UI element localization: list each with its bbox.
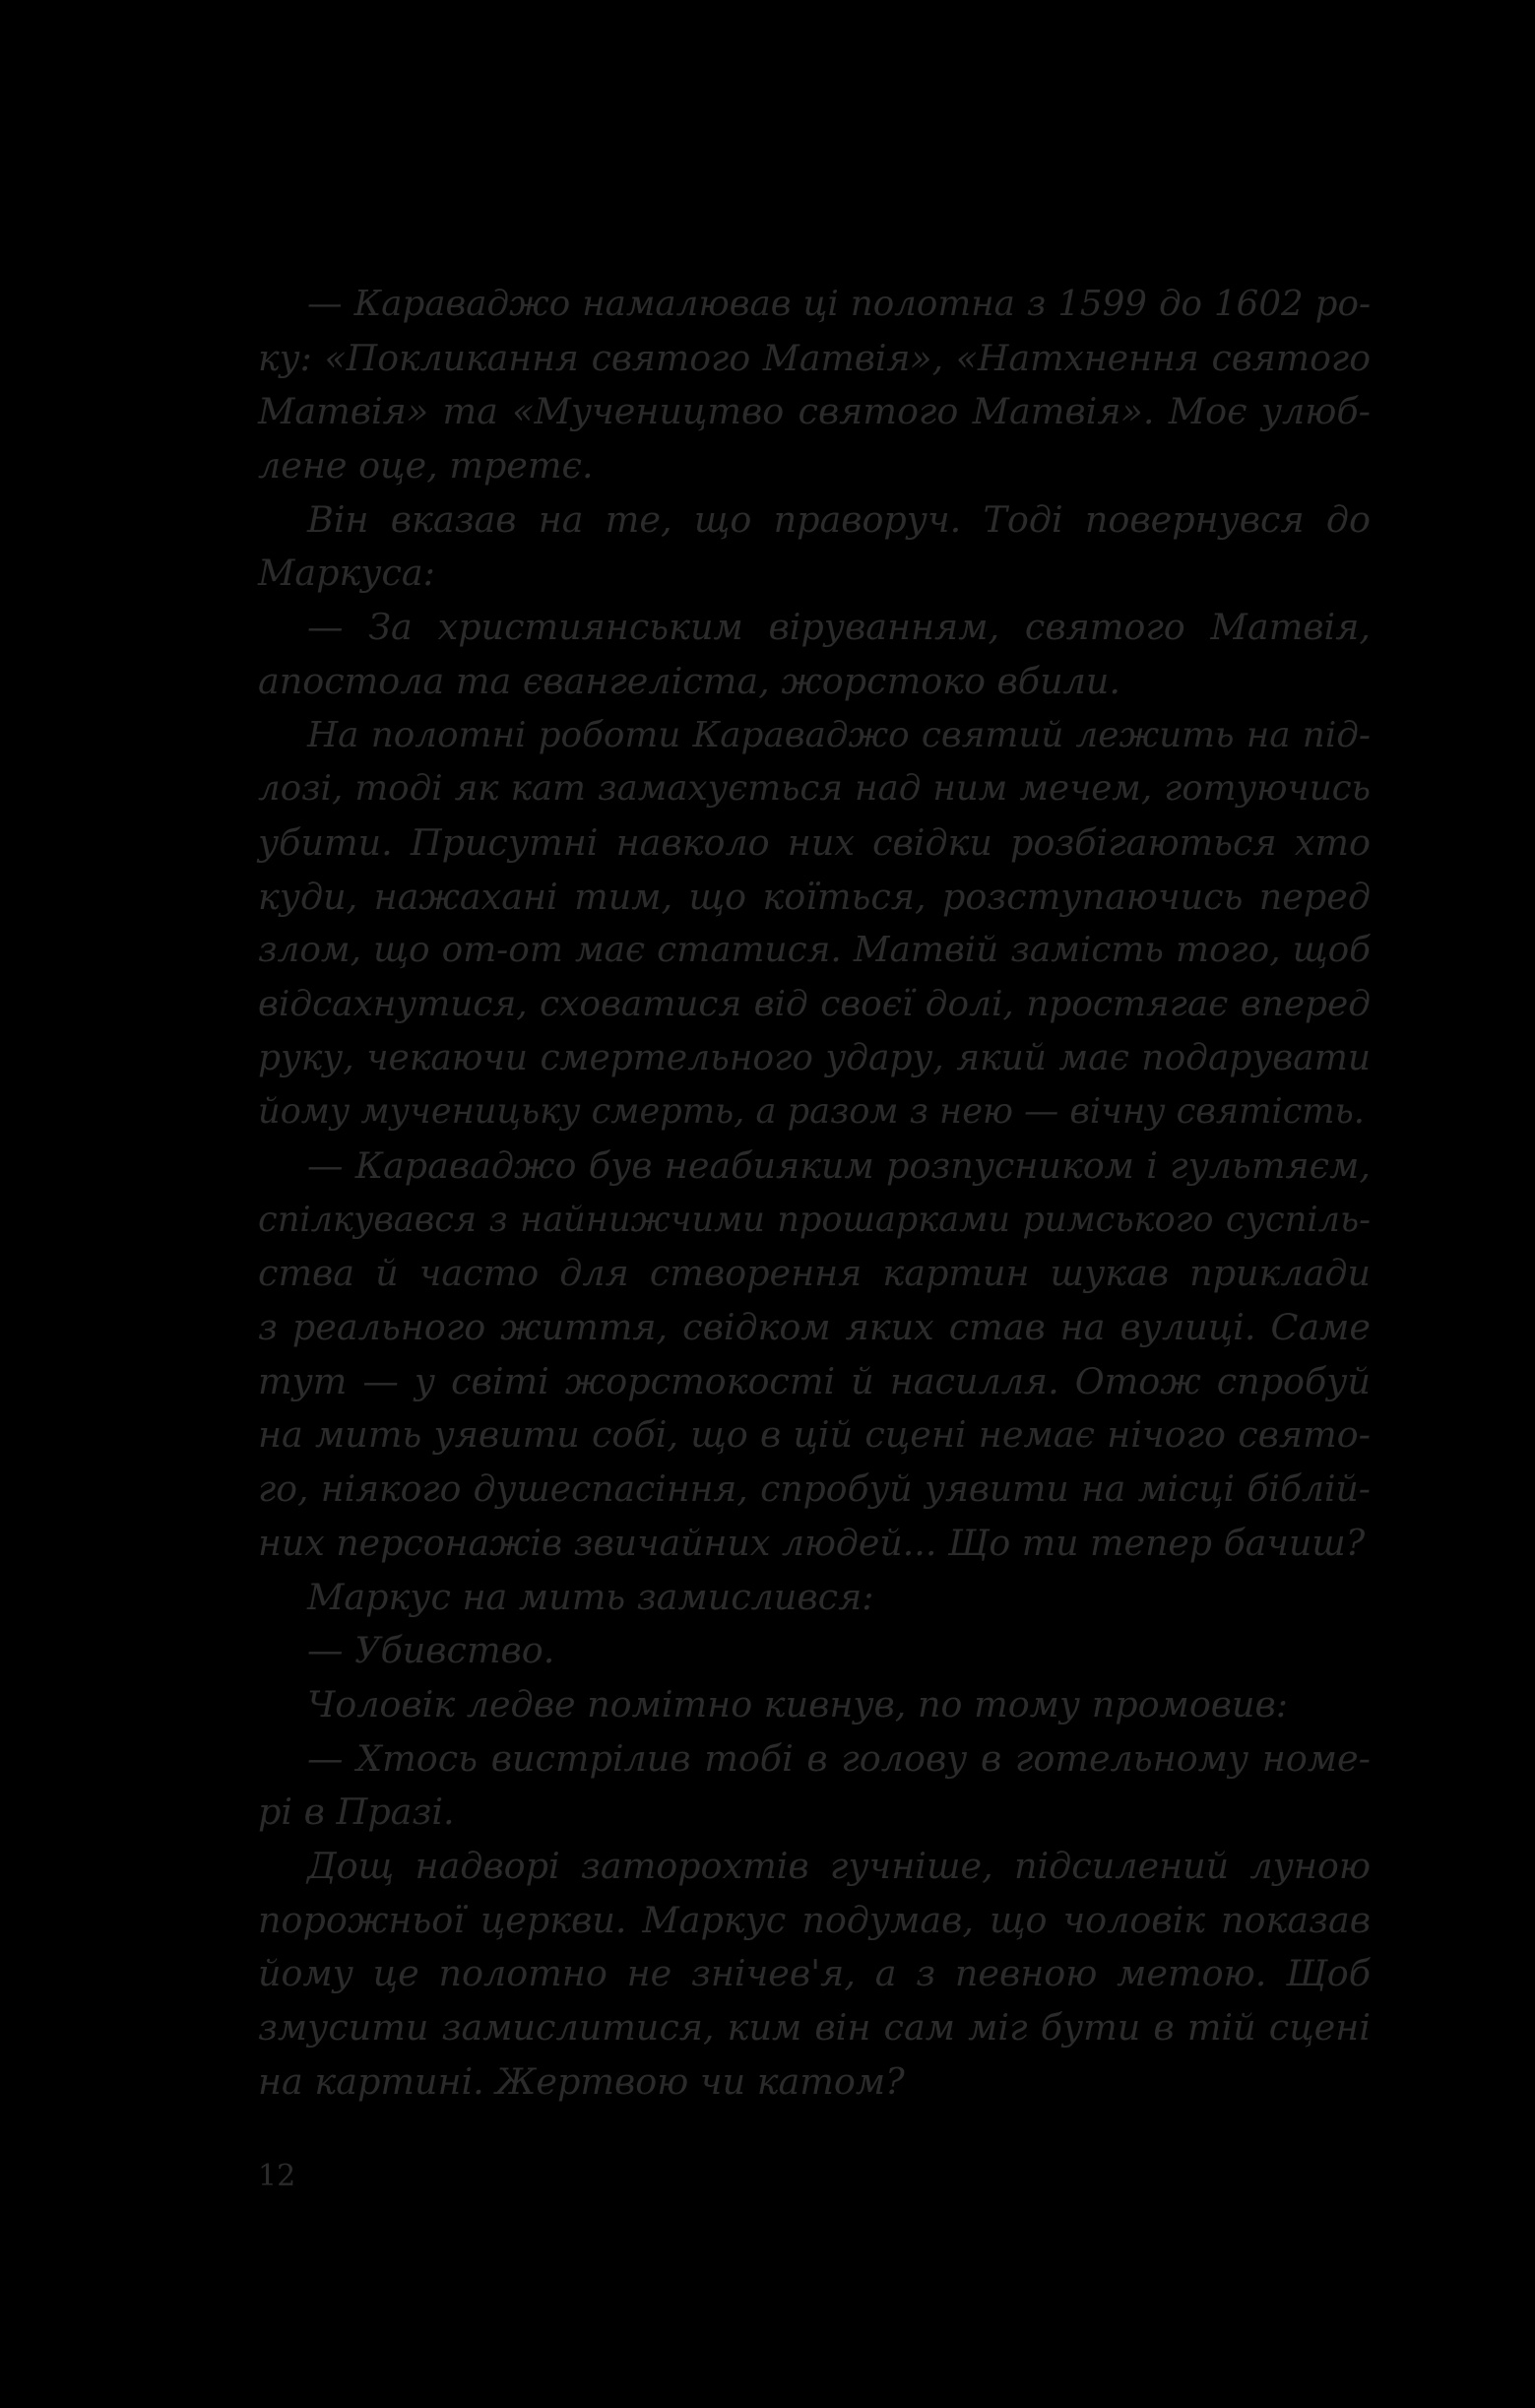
text-line: змусити замислитися, ким він сам міг бути в тій сцені [258, 2006, 1371, 2049]
text-line: на мить уявити собі, що в цій сцені немає нічого свято- [258, 1413, 1371, 1457]
text-line: йому це полотно не знічев'я, а з певною метою. Щоб [258, 1952, 1371, 1995]
text-line: апостола та євангеліста, жорстоко вбили. [258, 659, 1120, 702]
text-line: лозі, тоді як кат замахується над ним мечем, готуючись [258, 768, 1371, 810]
text-line: ства й часто для створення картин шукав приклади [258, 1252, 1371, 1295]
text-line: спілкувався з найнижчими прошарками римського суспіль- [258, 1199, 1371, 1240]
text-line: рі в Празі. [258, 1790, 455, 1834]
text-line: ку: «Покликання святого Матвія», «Натхнення святого [258, 336, 1371, 379]
text-line: на картині. Жертвою чи катом? [258, 2059, 905, 2103]
text-line: відсахнутися, сховатися від своєї долі, простягає вперед [258, 983, 1371, 1024]
text-line: лене оце, третє. [258, 444, 594, 488]
text-line: Чоловік ледве помітно кивнув, по тому промовив: [307, 1682, 1289, 1725]
text-line: злом, що от-от має статися. Матвій замість того, щоб [258, 930, 1371, 971]
text-line: Маркуса: [258, 552, 435, 595]
text-line: — За християнським віруванням, святого Матвія, [307, 606, 1371, 649]
text-line: — Убивство. [307, 1629, 555, 1672]
page-number: 12 [258, 2159, 296, 2193]
text-line: Маркус на мить замислився: [307, 1575, 874, 1618]
text-line: них персонажів звичайних людей... Що ти тепер бачиш? [258, 1521, 1366, 1564]
text-line: Він вказав на те, що праворуч. Тоді повернувся до [307, 497, 1371, 541]
text-line: Дощ надворі заторохтів гучніше, підсилений луною [307, 1844, 1371, 1887]
text-line: — Караваджо намалював ці полотна з 1599 до 1602 ро- [307, 284, 1371, 324]
text-line: з реального життя, свідком яких став на вулиці. Саме [258, 1306, 1371, 1349]
text-line: На полотні роботи Караваджо святий лежить на під- [307, 714, 1371, 755]
text-line: — Хтось вистрілив тобі в голову в готельному номе- [307, 1736, 1371, 1780]
text-line: убити. Присутні навколо них свідки розбігаються хто [258, 820, 1371, 864]
text-line: порожньої церкви. Маркус подумав, що чоловік показав [258, 1898, 1371, 1941]
text-line: руку, чекаючи смертельного удару, який має подарувати [258, 1037, 1371, 1078]
body-text [258, 278, 1371, 2109]
text-line: Матвія» та «Мучеництво святого Матвія». Моє улюб- [258, 390, 1371, 433]
text-line: го, ніякого душеспасіння, спробуй уявити на місці біблій- [258, 1467, 1371, 1511]
text-line: куди, нажахані тим, що коїться, розступаючись перед [258, 875, 1371, 918]
text-line: — Караваджо був неабияким розпусником і гультяєм, [307, 1144, 1371, 1187]
text-line: тут — у світі жорстокості й насилля. Отож спробуй [258, 1359, 1371, 1402]
text-line: йому мученицьку смерть, а разом з нею — вічну святість. [258, 1091, 1365, 1133]
